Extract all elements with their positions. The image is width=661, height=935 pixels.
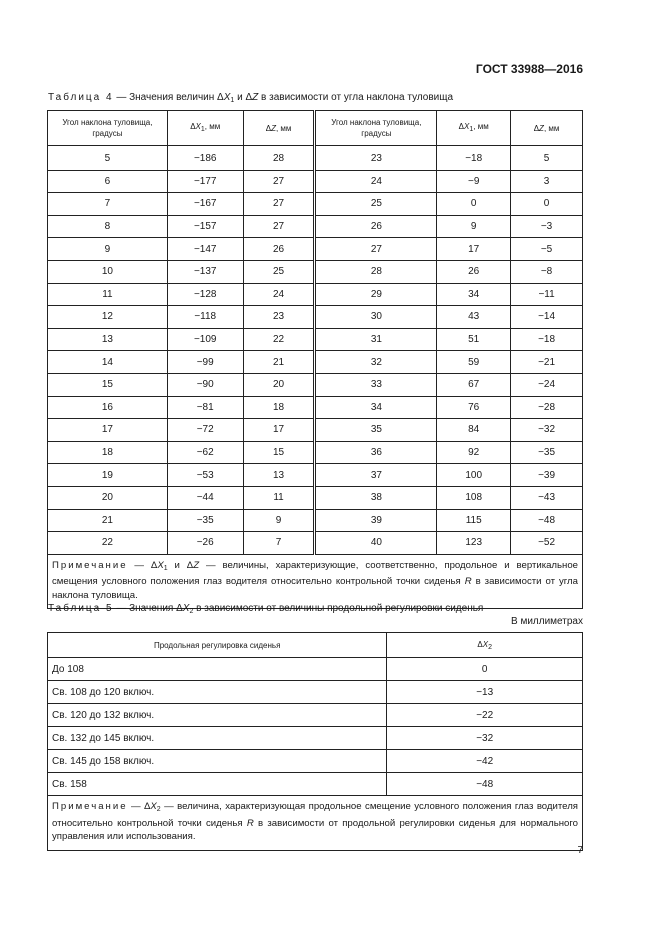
table5-col-dx2: $\Delta X_2$ [387,633,583,658]
table-cell: Св. 108 до 120 включ. [48,681,387,704]
table-row [48,306,583,329]
table-cell: 9 [48,238,168,261]
table-cell: −157 [167,215,243,238]
table-cell: До 108 [48,658,387,681]
table-cell: 33 [315,373,437,396]
table5-caption-label: Таблица 5 [48,603,114,614]
table-cell: 21 [243,351,315,374]
table-row [48,260,583,283]
table-cell: 20 [243,373,315,396]
table-cell: Св. 145 до 158 включ. [48,750,387,773]
table5-header-row [48,633,583,658]
table4-col-angle: Угол наклона туловища, градусы [48,111,168,146]
table-cell: 32 [315,351,437,374]
table-cell: 25 [315,193,437,216]
table4-col-dz-2: ΔZ, мм [511,111,583,146]
table-cell: −11 [511,283,583,306]
table4-note-label: Примечание [52,559,128,571]
table-cell: 9 [437,215,511,238]
table-row [48,396,583,419]
table-cell: 30 [315,306,437,329]
table-cell: 22 [48,532,168,555]
table-cell: 14 [48,351,168,374]
table-cell: −24 [511,373,583,396]
table-cell: Св. 158 [48,773,387,796]
table4-caption-label: Таблица 4 [48,92,114,103]
table-cell: 7 [48,193,168,216]
table4-note-text: — $\Delta X_1$ и ΔZ — величины, характеризующие, соответственно, продольное и вертикальное смещения условного положения глаз водителя относительно контрольной точки сиденья R в зависимости от угла наклона туловища. [52,559,579,601]
table-cell: −48 [387,773,583,796]
table-cell: −109 [167,328,243,351]
table-cell: −48 [511,509,583,532]
table-row [48,532,583,555]
table-cell: 8 [48,215,168,238]
table5-note-label: Примечание [52,801,128,812]
table-cell: 29 [315,283,437,306]
table-cell: 26 [437,260,511,283]
table-cell: 28 [315,260,437,283]
table5-col-adjust: Продольная регулировка сиденья [48,633,387,658]
table-row [48,509,583,532]
table-cell: 23 [243,306,315,329]
table-cell: 9 [243,509,315,532]
table-cell: −3 [511,215,583,238]
table-cell: −18 [511,328,583,351]
table-cell: 3 [511,170,583,193]
table-row [48,441,583,464]
table5-note [48,796,583,851]
table-cell: −28 [511,396,583,419]
table-cell: 27 [243,193,315,216]
table-cell: −128 [167,283,243,306]
table-cell: −8 [511,260,583,283]
table-cell: 24 [315,170,437,193]
table-row [48,658,583,681]
table4-col-dz: ΔZ, мм [243,111,315,146]
table-cell: 21 [48,509,168,532]
table-cell: 26 [243,238,315,261]
table-cell: −9 [437,170,511,193]
table-cell: 31 [315,328,437,351]
table-cell: 27 [243,170,315,193]
table-cell: 16 [48,396,168,419]
table4-col-dx1: $\Delta X_1$, мм [167,111,243,146]
table-cell: −90 [167,373,243,396]
table-row [48,283,583,306]
table-cell: −52 [511,532,583,555]
table-cell: 13 [243,464,315,487]
table-cell: 23 [315,146,437,171]
table-cell: −43 [511,486,583,509]
table-cell: 17 [243,419,315,442]
page-number: 7 [577,845,583,856]
table-row [48,486,583,509]
table-cell: −177 [167,170,243,193]
table-cell: 92 [437,441,511,464]
table-cell: 26 [315,215,437,238]
table-row [48,727,583,750]
table-row [48,464,583,487]
table-cell: −13 [387,681,583,704]
table-cell: −26 [167,532,243,555]
table5 [47,632,583,851]
table4-note [48,554,583,609]
table-cell: 39 [315,509,437,532]
table-cell: 123 [437,532,511,555]
table-row [48,373,583,396]
table-cell: 13 [48,328,168,351]
table-cell: 51 [437,328,511,351]
table-cell: 5 [48,146,168,171]
table4-caption-text: — Значения величин $\Delta X_1$ и ΔZ в зависимости от угла наклона туловища [113,92,454,104]
table-cell: −18 [437,146,511,171]
table-cell: −62 [167,441,243,464]
table-cell: 15 [48,373,168,396]
table-cell: −44 [167,486,243,509]
table5-unit: В миллиметрах [511,616,583,627]
table-cell: 15 [243,441,315,464]
table-cell: 18 [48,441,168,464]
table-cell: 19 [48,464,168,487]
table-cell: 34 [315,396,437,419]
table-cell: −35 [167,509,243,532]
table-cell: −72 [167,419,243,442]
table-cell: 76 [437,396,511,419]
table-cell: 6 [48,170,168,193]
table-cell: −137 [167,260,243,283]
table-row [48,328,583,351]
table-cell: 25 [243,260,315,283]
table-cell: Св. 120 до 132 включ. [48,704,387,727]
table4-col-dx1-2: $\Delta X_1$, мм [437,111,511,146]
table-cell: −118 [167,306,243,329]
table-row [48,215,583,238]
table-cell: Св. 132 до 145 включ. [48,727,387,750]
table-cell: 84 [437,419,511,442]
table-cell: −53 [167,464,243,487]
table-cell: −186 [167,146,243,171]
table-cell: 34 [437,283,511,306]
table-row [48,419,583,442]
table-cell: 67 [437,373,511,396]
table-cell: 40 [315,532,437,555]
table5-caption-text: — Значения $\Delta X_2$ в зависимости от величины продольной регулировки сиденья [113,603,484,615]
table-cell: 100 [437,464,511,487]
table-cell: 115 [437,509,511,532]
table-cell: −14 [511,306,583,329]
table-row [48,773,583,796]
table-cell: −32 [511,419,583,442]
table4 [47,110,583,609]
table-row [48,146,583,171]
table-cell: −32 [387,727,583,750]
table-cell: 28 [243,146,315,171]
table-cell: −39 [511,464,583,487]
table-cell: 0 [387,658,583,681]
table-row [48,704,583,727]
table-cell: 24 [243,283,315,306]
table-cell: 12 [48,306,168,329]
table-cell: −99 [167,351,243,374]
table-cell: 11 [48,283,168,306]
table4-caption [48,92,453,104]
table-cell: 5 [511,146,583,171]
table-cell: 17 [437,238,511,261]
table-cell: −5 [511,238,583,261]
table-cell: −81 [167,396,243,419]
table-cell: 108 [437,486,511,509]
table-row [48,750,583,773]
table-cell: 35 [315,419,437,442]
table4-header-row [48,111,583,146]
table-cell: 0 [511,193,583,216]
table-cell: −147 [167,238,243,261]
table-cell: 18 [243,396,315,419]
table-cell: 36 [315,441,437,464]
table-cell: 7 [243,532,315,555]
standard-number: ГОСТ 33988—2016 [475,62,583,76]
table-cell: 27 [315,238,437,261]
table-cell: 27 [243,215,315,238]
table5-caption [48,603,483,615]
table-cell: 38 [315,486,437,509]
table-row [48,193,583,216]
table-row [48,681,583,704]
table-cell: 22 [243,328,315,351]
table-cell: 37 [315,464,437,487]
table-cell: 11 [243,486,315,509]
table-cell: 0 [437,193,511,216]
table-row [48,238,583,261]
table-cell: 10 [48,260,168,283]
table-row [48,351,583,374]
table-cell: −35 [511,441,583,464]
table4-col-angle-2: Угол наклона туловища, градусы [315,111,437,146]
table-row [48,170,583,193]
table-cell: −167 [167,193,243,216]
table-cell: 59 [437,351,511,374]
table-cell: 43 [437,306,511,329]
table-cell: 20 [48,486,168,509]
table-cell: −42 [387,750,583,773]
table-cell: −22 [387,704,583,727]
table-cell: −21 [511,351,583,374]
table-cell: 17 [48,419,168,442]
table5-note-text: — $\Delta X_2$ — величина, характеризующая продольное смещение условного положения глаз водителя относительно контрольной точки сиденья R в зависимости от продольной регулировки сиденья для нормального управления или использования. [52,801,578,842]
